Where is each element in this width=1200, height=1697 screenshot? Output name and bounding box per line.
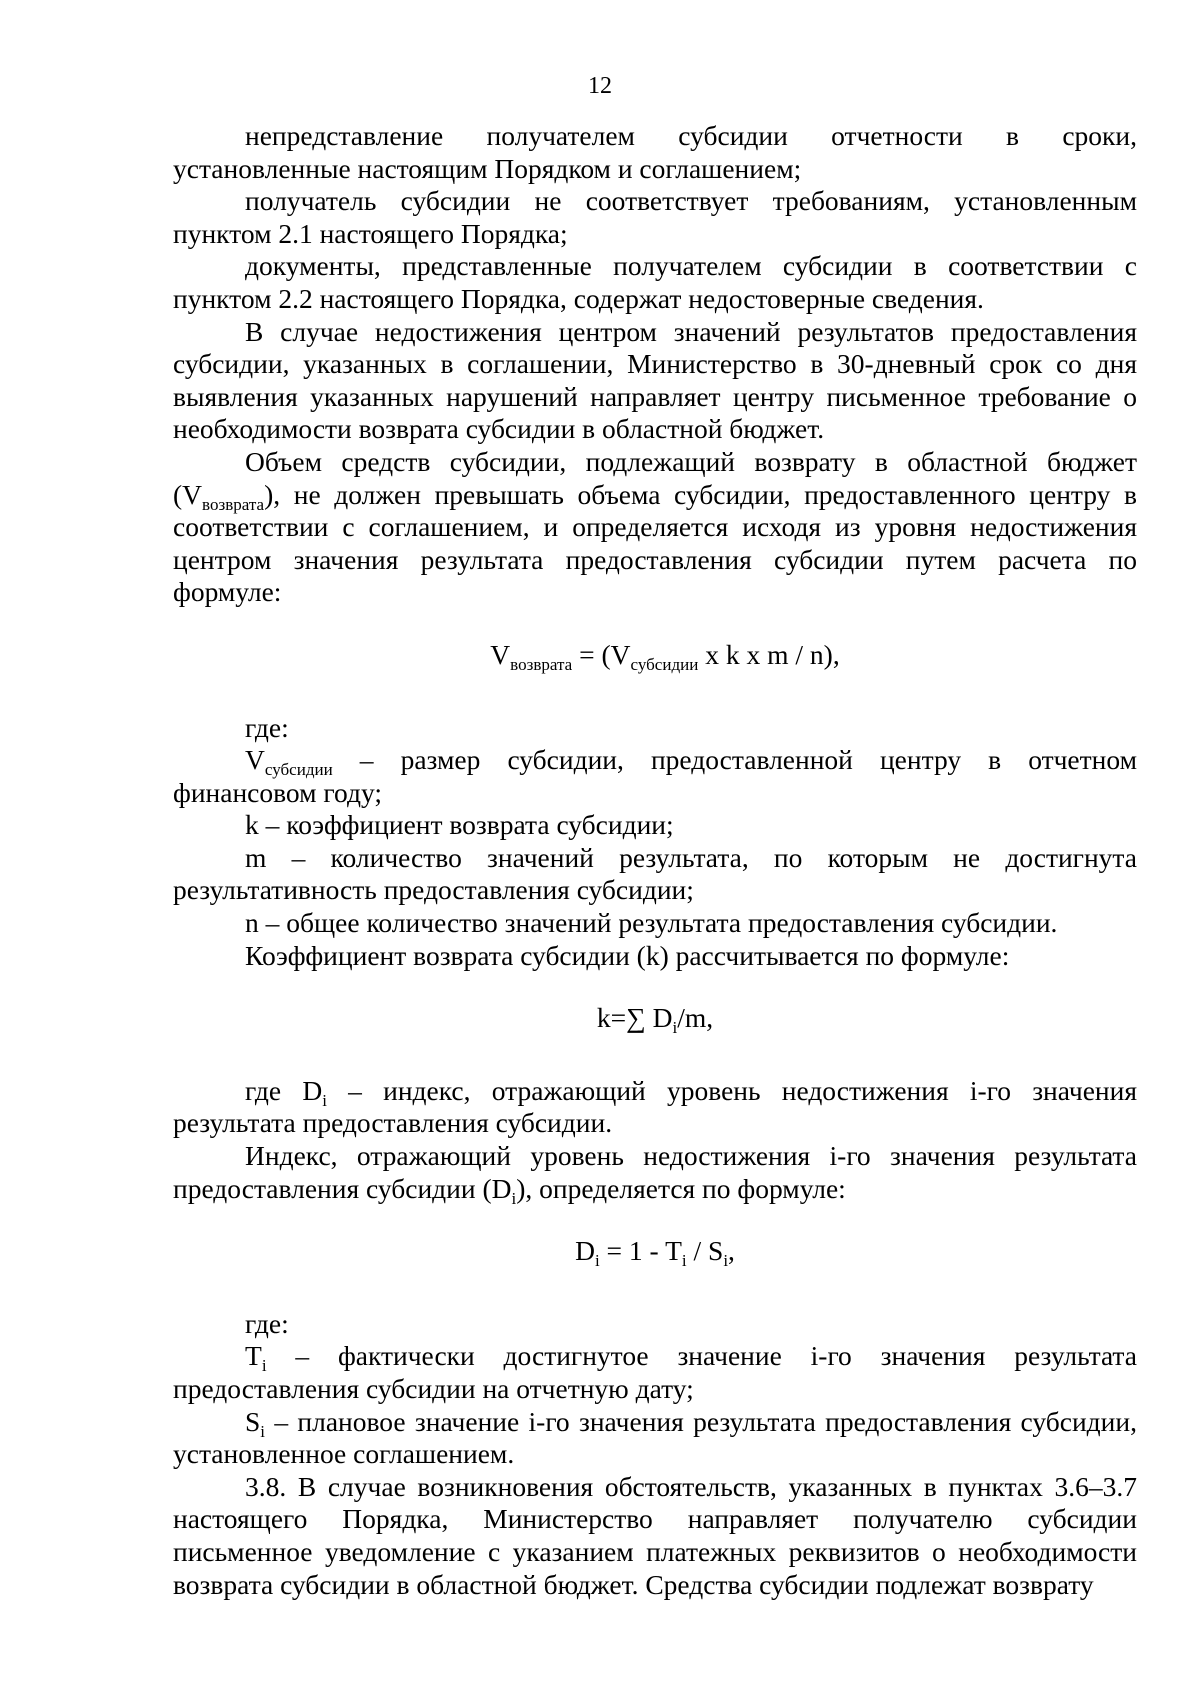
definition-k: k – коэффициент возврата субсидии; — [245, 809, 674, 841]
formula-symbol: V — [490, 638, 511, 670]
paragraph-requirements: получатель субсидии не соответствует требованиям, установленным пунктом 2.1 настоящего Порядка; — [173, 185, 1137, 249]
page-number: 12 — [588, 73, 612, 99]
formula-symbol: / S — [686, 1235, 724, 1267]
subscript: i — [511, 1188, 517, 1208]
formula-symbol: , — [728, 1235, 735, 1267]
formula-symbol: /m, — [677, 1002, 714, 1034]
text-fragment: где D — [245, 1074, 323, 1106]
definition-m: m – количество значений результата, по которым не достигнута результативность предоставления субсидии; — [173, 841, 1137, 906]
paragraph-3-8: 3.8. В случае возникновения обстоятельств, указанных в пунктах 3.6–3.7 настоящего Порядка, Министерство направляет получателю субсидии письменное уведомление с указанием платежных реквизитов о необходимости возврата субсидии в областной бюджет. Средства субсидии подлежат возврату — [173, 1470, 1137, 1600]
definition-s — [173, 1406, 1137, 1471]
text-fragment: – размер субсидии, предоставленной центру в отчетном финансовом году; — [173, 744, 1137, 808]
paragraph-documents: документы, представленные получателем субсидии в соответствии с пунктом 2.2 настоящего Порядка, содержат недостоверные сведения. — [173, 250, 1137, 314]
subscript: субсидии — [264, 760, 333, 780]
text-fragment: Объем средств субсидии, подлежащий возврату в областной бюджет (V — [173, 445, 1137, 510]
formula-symbol: V — [245, 744, 265, 776]
formula-index — [173, 1235, 1137, 1271]
where-label: где: — [245, 711, 289, 743]
text-fragment: – плановое значение i-го значения результата предоставления субсидии, установленное соглашением. — [173, 1405, 1137, 1470]
formula-symbol: S — [245, 1405, 261, 1437]
text-fragment: Индекс, отражающий уровень недостижения i-го значения результата предоставления субсидии (D — [173, 1140, 1137, 1204]
formula-symbol: k=∑ D — [596, 1002, 673, 1034]
subscript: возврата — [510, 654, 573, 674]
formula-symbol: D — [575, 1235, 595, 1267]
formula-coefficient — [173, 1002, 1137, 1038]
paragraph-index — [173, 1140, 1137, 1208]
text-fragment: – фактически достигнутое значение i-го значения результата предоставления субсидии на отчетную дату; — [173, 1340, 1137, 1404]
subscript: i — [723, 1251, 729, 1271]
where-label: где: — [245, 1307, 289, 1339]
definition-n: n – общее количество значений результата предоставления субсидии. — [245, 907, 1058, 939]
formula-symbol: T — [245, 1340, 262, 1372]
subscript: i — [260, 1421, 266, 1441]
text-fragment: ), не должен превышать объема субсидии, предоставленного центру в соответствии с соглашением, и определяется исходя из уровня недостижения центром значения результата предоставления субсидии путем расчета по формуле: — [173, 478, 1137, 608]
paragraph-non-achievement: В случае недостижения центром значений результатов предоставления субсидии, указанных в соглашении, Министерство в 30-дневный срок со дня выявления указанных нарушений направляет центру письменное требование о необходимости возврата субсидии в областной бюджет. — [173, 315, 1137, 445]
subscript: i — [594, 1251, 600, 1271]
subscript: i — [261, 1356, 267, 1376]
paragraph-coefficient: Коэффициент возврата субсидии (k) рассчитывается по формуле: — [245, 939, 1010, 971]
document-body — [173, 120, 1137, 1601]
formula-symbol: x k x m / n), — [698, 638, 840, 670]
definition-t — [173, 1340, 1137, 1405]
paragraph-reporting: непредставление получателем субсидии отчетности в сроки, установленные настоящим Порядком и соглашением; — [173, 120, 1137, 184]
subscript: i — [322, 1090, 327, 1110]
definition-d — [173, 1075, 1137, 1140]
formula-symbol: = 1 - T — [599, 1235, 682, 1267]
subscript: возврата — [202, 494, 265, 514]
formula-symbol: = (V — [572, 638, 631, 670]
text-fragment: – индекс, отражающий уровень недостижения i-го значения результата предоставления субсидии. — [173, 1074, 1137, 1139]
formula-refund-volume — [173, 639, 1137, 672]
subscript: субсидии — [630, 654, 699, 674]
text-fragment: ), определяется по формуле: — [516, 1172, 846, 1204]
paragraph-refund-volume — [173, 446, 1137, 609]
subscript: i — [672, 1018, 678, 1038]
definition-v-subsidy — [173, 744, 1137, 809]
subscript: i — [681, 1251, 687, 1271]
